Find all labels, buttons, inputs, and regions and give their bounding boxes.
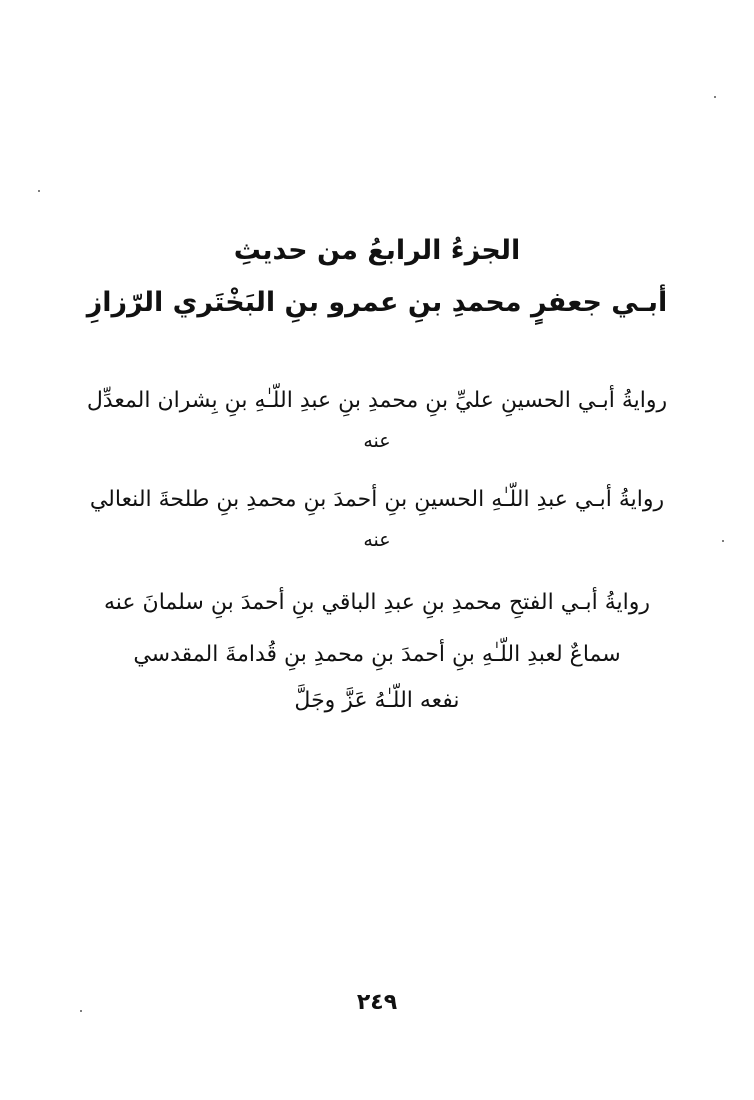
audition-line-1: سماعٌ لعبدِ اللّـٰهِ بنِ أحمدَ بنِ محمدِ بنِ قُدامةَ المقدسي <box>133 642 621 667</box>
audition-note <box>0 632 754 724</box>
transmission-chain-1 <box>0 378 754 458</box>
chain-connector: عنه <box>363 430 391 452</box>
scan-speck <box>38 190 40 192</box>
book-title <box>0 225 754 329</box>
audition-line-2: نفعه اللّـٰهُ عَزَّ وجَلَّ <box>294 688 460 713</box>
chain-line: روايةُ أبـي عبدِ اللّـٰهِ الحسينِ بنِ أحمدَ بنِ محمدِ بنِ طلحةَ النعالي <box>89 487 665 512</box>
title-line-2: أبـي جعفرٍ محمدِ بنِ عمرو بنِ البَخْتَري الرّزازِ <box>86 287 668 318</box>
title-line-1: الجزءُ الرابعُ من حديثِ <box>233 235 521 266</box>
chain-line: روايةُ أبـي الفتحِ محمدِ بنِ عبدِ الباقي بنِ أحمدَ بنِ سلمانَ عنه <box>103 590 651 615</box>
transmission-chain-2 <box>0 477 754 557</box>
scan-speck <box>714 96 716 98</box>
page-number: ٢٤٩ <box>356 990 398 1015</box>
chain-connector: عنه <box>363 529 391 551</box>
transmission-chain-3 <box>0 580 754 626</box>
chain-line: روايةُ أبـي الحسينِ عليِّ بنِ محمدِ بنِ عبدِ اللّـٰهِ بنِ بِشران المعدِّل <box>86 388 668 413</box>
